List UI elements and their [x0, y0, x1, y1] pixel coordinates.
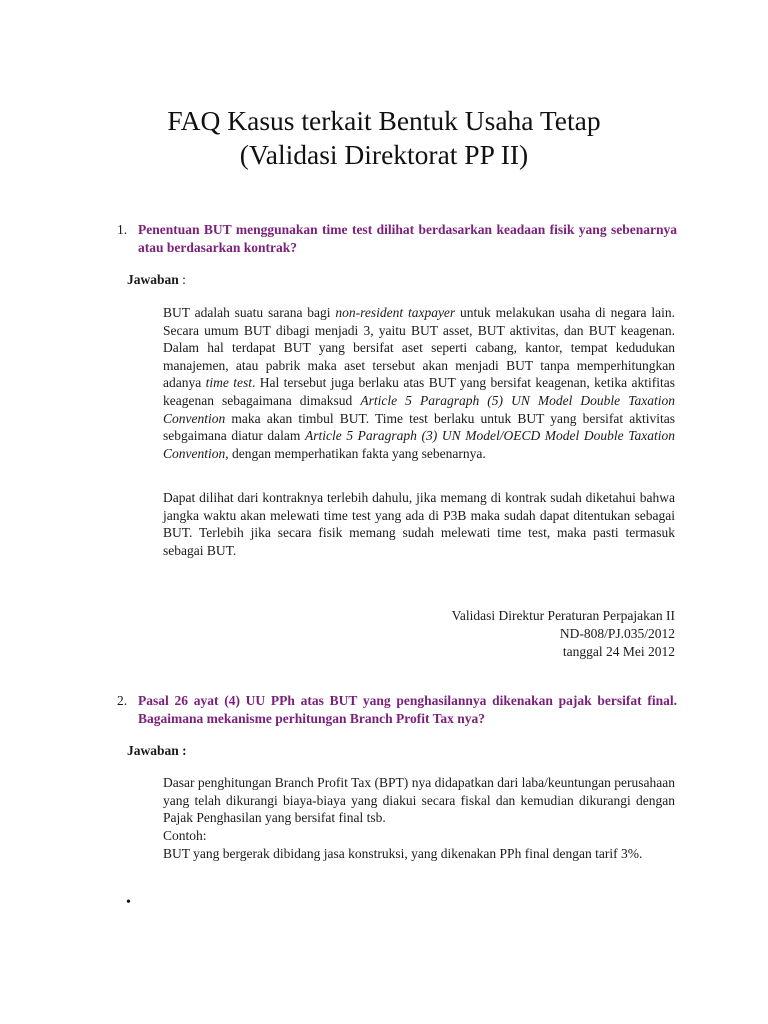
- page-title: [0, 104, 768, 172]
- title-line-1: FAQ Kasus terkait Bentuk Usaha Tetap: [167, 105, 601, 136]
- question-number: 2.: [117, 693, 128, 708]
- answer-2-example: BUT yang bergerak dibidang jasa konstruksi, yang dikenakan PPh final dengan tarif 3%.: [163, 846, 643, 861]
- validation-signature: [452, 607, 675, 661]
- italic-term: time test: [205, 375, 253, 391]
- text-run: untuk melakukan usaha di negara lain. Secara umum BUT dibagi menjadi 3, yaitu BUT asset, BUT aktivitas, dan BUT keagenan. Dalam hal terdapat BUT yang bersifat aset seperti cabang, kantor, tempat kedudukan manajemen, atau pabrik maka aset tersebut akan menjadi BUT tanpa memperhitungkan adanya: [163, 305, 676, 391]
- text-run: maka akan timbul BUT. Time test berlaku untuk BUT yang bersifat aktivitas sebgaimana diatur dalam: [163, 410, 675, 444]
- italic-term: Article 5 Paragraph (3) UN Model/OECD Model Double Taxation Convention: [163, 428, 675, 461]
- question-2: [117, 692, 677, 728]
- signature-line-2: ND-808/PJ.035/2012: [559, 626, 675, 641]
- question-1: [117, 221, 677, 257]
- italic-term: Article 5 Paragraph (5) UN Model Double Taxation Convention: [163, 392, 675, 426]
- question-text: Pasal 26 ayat (4) UU PPh atas BUT yang penghasilannya dikenakan pajak bersifat final. Bagaimana mekanisme perhitungan Branch Profit Tax nya?: [138, 693, 677, 726]
- answer-label-1: [127, 271, 186, 289]
- answer-1-paragraph-1: [163, 304, 675, 462]
- title-line-2: (Validasi Direktorat PP II): [239, 139, 529, 170]
- question-number: 1.: [117, 222, 128, 237]
- text-run: BUT adalah suatu sarana bagi: [163, 305, 336, 320]
- text-run: . Hal tersebut juga berlaku atas BUT yang bersifat keagenan, ketika aktifitas keagenan sebagaimana dimaksud: [163, 375, 675, 408]
- answer-label: Jawaban :: [127, 743, 187, 758]
- answer-1-paragraph-2: Dapat dilihat dari kontraknya terlebih dahulu, jika memang di kontrak sudah diketahui bahwa jangka waktu akan melewati time test yang ada di P3B maka sudah dapat ditentukan sebagai BUT. Terlebih jika secara fisik memang sudah melewati time test, maka pasti termasuk sebagai BUT.: [163, 490, 675, 558]
- signature-line-1: Validasi Direktur Peraturan Perpajakan II: [451, 608, 675, 623]
- answer-label: Jawaban: [127, 272, 179, 287]
- question-text: Penentuan BUT menggunakan time test dilihat berdasarkan keadaan fisik yang sebenarnya atau berdasarkan kontrak?: [138, 222, 677, 255]
- answer-colon: :: [178, 272, 186, 287]
- bullet-point: •: [126, 895, 131, 910]
- answer-2-example-label: Contoh:: [163, 828, 207, 843]
- signature-line-3: tanggal 24 Mei 2012: [562, 644, 675, 659]
- answer-label-2: [127, 742, 187, 760]
- italic-term: non-resident taxpayer: [335, 305, 456, 320]
- answer-2-paragraph-1: Dasar penghitungan Branch Profit Tax (BPT) nya didapatkan dari laba/keuntungan perusahaan yang telah dikurangi biaya-biaya yang diakui secara fiskal dan kemudian dikurangi dengan Pajak Penghasilan yang bersifat final tsb.: [163, 775, 675, 826]
- text-run: , dengan memperhatikan fakta yang sebenarnya.: [225, 445, 486, 461]
